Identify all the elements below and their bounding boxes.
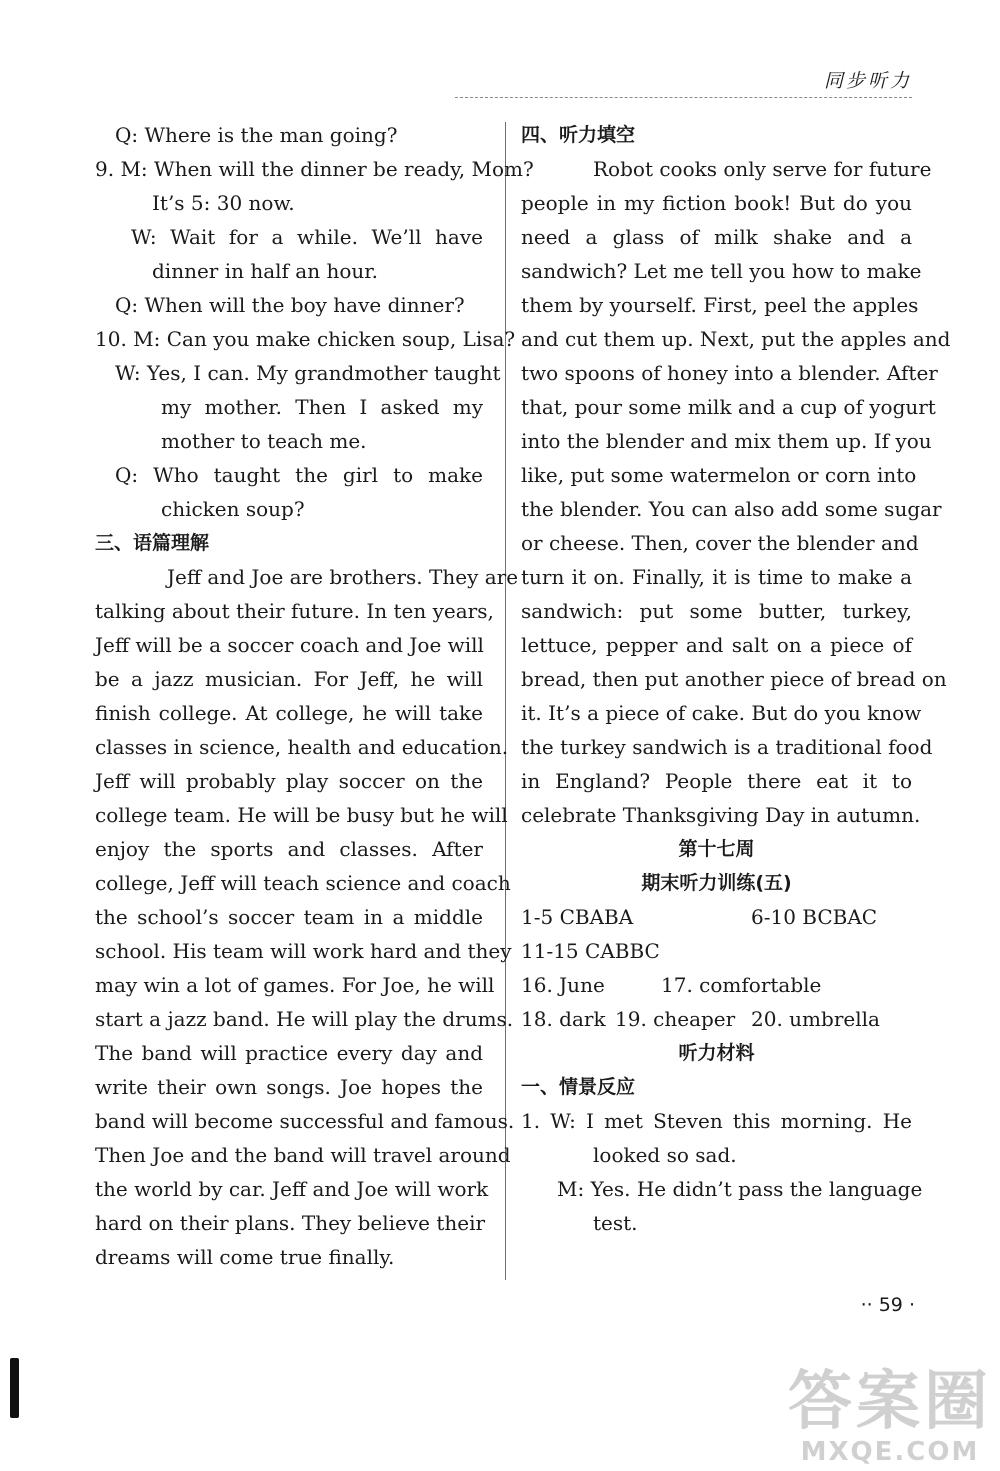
text-line: people in my fiction book! But do you [521,191,912,215]
text-line: college, Jeff will teach science and coach [95,871,511,895]
text-line: Robot cooks only serve for future [593,157,932,181]
text-line: celebrate Thanksgiving Day in autumn. [521,803,921,827]
answer-row-3 [521,968,912,1002]
exam-title: 期末听力训练(五) [641,872,792,894]
text-line: finish college. At college, he will take [95,701,483,725]
text-line: hard on their plans. They believe their [95,1211,486,1235]
page-number: ·· 59 · [861,1294,915,1316]
text-line: two spoons of honey into a blender. After [521,361,938,385]
text-line: in England? People there eat it to [521,769,912,793]
week-title: 第十七周 [678,838,755,860]
left-column [95,118,534,1274]
text-line: it. It’s a piece of cake. But do you know [521,701,922,725]
text-line: or cheese. Then, cover the blender and [521,531,919,555]
text-line: the blender. You can also add some sugar [521,497,942,521]
section4-heading: 四、听力填空 [521,124,636,146]
text-line: may win a lot of games. For Joe, he will [95,973,495,997]
section1-dialogue [521,1104,923,1240]
text-line: chicken soup? [161,497,305,521]
text-line: lettuce, pepper and salt on a piece of [521,633,912,657]
text-line: M: Yes. He didn’t pass the language [557,1177,923,1201]
text-line: college team. He will be busy but he will [95,803,508,827]
text-line: mother to teach me. [161,429,367,453]
answer-20: 20. umbrella [751,1007,880,1031]
watermark-logo [788,1367,992,1467]
text-line: 10. M: Can you make chicken soup, Lisa? [95,327,516,351]
text-line: Then Joe and the band will travel around [95,1143,511,1167]
text-line: dinner in half an hour. [152,259,378,283]
header-rule [455,97,912,98]
text-line: sandwich: put some butter, turkey, [521,599,912,623]
text-line: the turkey sandwich is a traditional food [521,735,933,759]
watermark-text: 答案圈 [788,1365,992,1439]
answer-row-1 [521,900,912,934]
text-line: W: Yes, I can. My grandmother taught [115,361,501,385]
text-line: Jeff and Joe are brothers. They are [167,565,519,589]
answer-18: 18. dark [521,1007,606,1031]
text-line: It’s 5: 30 now. [152,191,295,215]
column-divider [505,122,506,1280]
text-line: Q: Where is the man going? [115,123,398,147]
text-line: write their own songs. Joe hopes the [95,1075,483,1099]
text-line: bread, then put another piece of bread on [521,667,947,691]
text-line: my mother. Then I asked my [161,395,483,419]
section-heading: 三、语篇理解 [95,532,210,554]
text-line: The band will practice every day and [95,1041,483,1065]
right-column [521,118,951,1240]
text-line: and cut them up. Next, put the apples and [521,327,951,351]
text-line: the school’s soccer team in a middle [95,905,483,929]
text-line: dreams will come true finally. [95,1245,395,1269]
text-line: that, pour some milk and a cup of yogurt [521,395,936,419]
text-line: into the blender and mix them up. If you [521,429,932,453]
text-line: talking about their future. In ten years, [95,599,494,623]
watermark-domain: MXQE.COM [800,1437,980,1467]
text-line: sandwich? Let me tell you how to make [521,259,922,283]
text-line: Jeff will probably play soccer on the [95,769,483,793]
text-line: 9. M: When will the dinner be ready, Mom? [95,157,534,181]
text-line: turn it on. Finally, it is time to make a [521,565,912,589]
materials-title: 听力材料 [678,1042,755,1064]
header-title: 同步听力 [823,70,912,92]
text-line: classes in science, health and education. [95,735,509,759]
text-line: need a glass of milk shake and a [521,225,912,249]
text-line: looked so sad. [593,1143,737,1167]
section4-passage [521,152,951,832]
text-line: enjoy the sports and classes. After [95,837,483,861]
answer-19: 19. cheaper [615,1007,736,1031]
section1-heading: 一、情景反应 [521,1076,636,1098]
text-line: test. [593,1211,638,1235]
text-line: Jeff will be a soccer coach and Joe will [95,633,484,657]
answer-11-15: 11-15 CABBC [521,939,660,963]
text-line: them by yourself. First, peel the apples [521,293,919,317]
text-line: 1. W: I met Steven this morning. He [521,1109,912,1133]
text-line: the world by car. Jeff and Joe will work [95,1177,489,1201]
text-line: start a jazz band. He will play the drums. [95,1007,514,1031]
answer-6-10: 6-10 BCBAC [751,905,878,929]
answer-row-2 [521,934,912,968]
text-line: be a jazz musician. For Jeff, he will [95,667,483,691]
text-line: school. His team will work hard and they [95,939,512,963]
answer-16: 16. June [521,973,605,997]
text-line: W: Wait for a while. We’ll have [131,225,483,249]
answer-row-4 [521,1002,912,1036]
answer-1-5: 1-5 CBABA [521,905,634,929]
text-line: band will become successful and famous. [95,1109,515,1133]
answer-17: 17. comfortable [661,973,822,997]
text-line: Q: When will the boy have dinner? [115,293,465,317]
text-line: Q: Who taught the girl to make [115,463,483,487]
binding-mark [10,1358,19,1418]
text-line: like, put some watermelon or corn into [521,463,917,487]
